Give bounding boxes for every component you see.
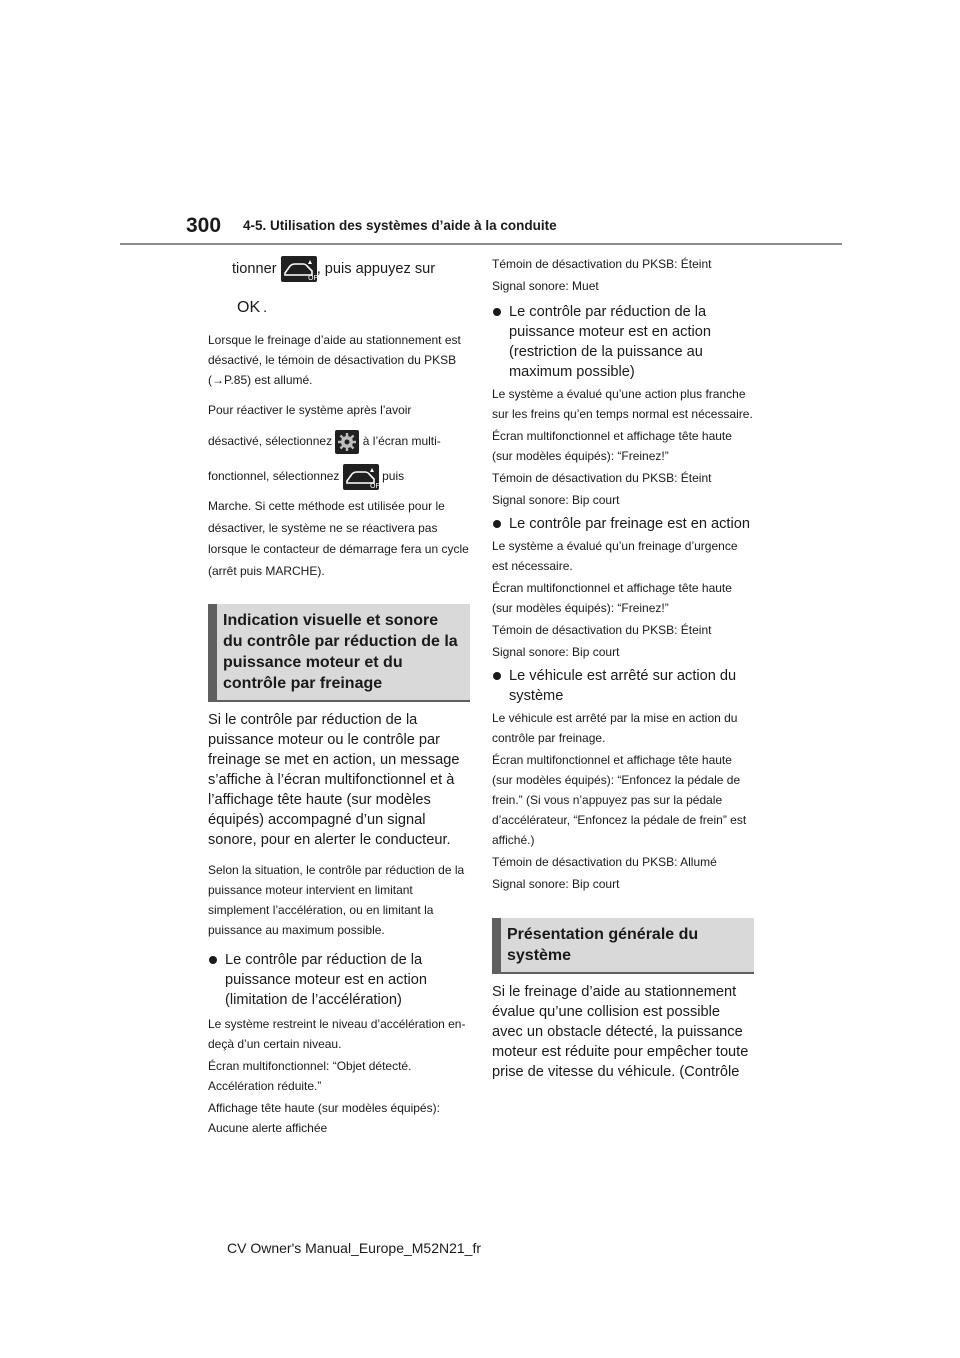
bullet2-p1: Le système a évalué qu’une action plus franche sur les freins qu’en temps normal est nécessaire.	[492, 387, 753, 421]
right-p2: Signal sonore: Muet	[492, 279, 599, 293]
bullet1-title	[208, 950, 470, 1010]
settings-gear-icon	[335, 430, 359, 454]
reactivate-text-c: fonctionnel, sélectionnez	[208, 469, 340, 484]
step-part2: , puis appuyez sur	[316, 260, 436, 277]
svg-text:OFF: OFF	[369, 482, 384, 490]
section-title: 4-5. Utilisation des systèmes d’aide à la conduite	[243, 218, 557, 233]
bullet1-title-text: Le contrôle par réduction de la puissance moteur est en action (limitation de l’accélération)	[225, 952, 427, 1008]
reactivate-line3	[208, 464, 470, 490]
pksb-car-icon	[281, 256, 322, 282]
bullet2-p3: Témoin de désactivation du PKSB: Éteint	[492, 471, 712, 485]
left-column	[208, 254, 470, 1138]
pksb-car-icon-2	[343, 464, 384, 490]
bullet1-p2: Écran multifonctionnel: “Objet détecté. Accélération réduite.”	[208, 1059, 412, 1093]
bullet2-title	[492, 302, 754, 382]
reactivate-line2	[208, 430, 470, 454]
situation-paragraph: Selon la situation, le contrôle par réduction de la puissance moteur intervient en limitant simplement l’accélération, ou en limitant la puissance au maximum possible.	[208, 863, 465, 937]
ok-suffix: .	[263, 300, 268, 316]
right-column	[492, 254, 754, 1082]
reactivate-text-b: à l’écran multi-	[362, 434, 441, 449]
bullet2-p4: Signal sonore: Bip court	[492, 493, 620, 507]
header-divider	[120, 243, 842, 245]
bullet2-p2: Écran multifonctionnel et affichage tête haute (sur modèles équipés): “Freinez!”	[492, 429, 732, 463]
reactivate-text-d: puis	[382, 469, 405, 484]
bullet3-p1: Le système a évalué qu’un freinage d’urgence est nécessaire.	[492, 539, 738, 573]
bullet3-p4: Signal sonore: Bip court	[492, 645, 620, 659]
svg-text:OFF: OFF	[307, 274, 322, 282]
reactivate-line4: Marche. Si cette méthode est utilisée pour le désactiver, le système ne se réactivera pas lorsque le contacteur de démarrage fera un cycle (arrêt puis MARCHE).	[208, 499, 469, 578]
footer-manual-id: CV Owner's Manual_Europe_M52N21_fr	[227, 1240, 482, 1256]
ok-line	[208, 298, 470, 318]
heading-indication: Indication visuelle et sonore du contrôle par réduction de la puissance moteur et du contrôle par freinage	[208, 604, 470, 702]
bullet1-p1: Le système restreint le niveau d’accélération en-deçà d’un certain niveau.	[208, 1017, 466, 1051]
bullet4-p3: Témoin de désactivation du PKSB: Allumé	[492, 855, 717, 869]
bullet3-title	[492, 514, 754, 534]
step-text	[208, 256, 470, 282]
intro-paragraph: Si le contrôle par réduction de la puissance moteur ou le contrôle par freinage se met en action, un message s’affiche à l’écran multifonctionnel et à l’affichage tête haute (sur modèles équipés) accompagné d’un signal sonore, pour en alerter le conducteur.	[208, 712, 460, 848]
bullet-dot	[493, 520, 501, 528]
bullet4-p2: Écran multifonctionnel et affichage tête haute (sur modèles équipés): “Enfoncez la pédale de frein.” (Si vous n’appuyez pas sur la pédale d’accélérateur, “Enfoncez la pédale de frein” est affiché.)	[492, 753, 747, 847]
bullet4-p1: Le véhicule est arrêté par la mise en action du contrôle par freinage.	[492, 711, 738, 745]
bullet4-title	[492, 666, 754, 706]
reactivate-text-a: désactivé, sélectionnez	[208, 434, 333, 449]
bullet-dot	[209, 956, 217, 964]
overview-paragraph: Si le freinage d’aide au stationnement évalue qu’une collision est possible avec un obstacle détecté, la puissance moteur est réduite pour empêcher toute prise de vitesse du véhicule. (Contrôle	[492, 984, 749, 1080]
bullet-dot	[493, 672, 501, 680]
bullet1-p3: Affichage tête haute (sur modèles équipés): Aucune alerte affichée	[208, 1101, 440, 1135]
bullet4-title-text: Le véhicule est arrêté sur action du système	[509, 668, 737, 704]
reactivate-line1: Pour réactiver le système après l’avoir	[208, 403, 412, 417]
bullet3-p3: Témoin de désactivation du PKSB: Éteint	[492, 623, 712, 637]
right-p1: Témoin de désactivation du PKSB: Éteint	[492, 257, 712, 271]
bullet-dot	[493, 308, 501, 316]
bullet3-title-text: Le contrôle par freinage est en action	[509, 516, 750, 532]
step-part1: tionner	[232, 260, 277, 277]
page-number: 300	[186, 214, 222, 237]
ok-button-label: OK	[237, 299, 261, 316]
bullet4-p4: Signal sonore: Bip court	[492, 877, 620, 891]
heading-overview: Présentation générale du système	[492, 918, 754, 974]
deactivated-note: Lorsque le freinage d’aide au stationnement est désactivé, le témoin de désactivation du PKSB (→P.85) est allumé.	[208, 333, 461, 387]
bullet3-p2: Écran multifonctionnel et affichage tête haute (sur modèles équipés): “Freinez!”	[492, 581, 732, 615]
bullet2-title-text: Le contrôle par réduction de la puissance moteur est en action (restriction de la puissance au maximum possible)	[509, 304, 711, 380]
